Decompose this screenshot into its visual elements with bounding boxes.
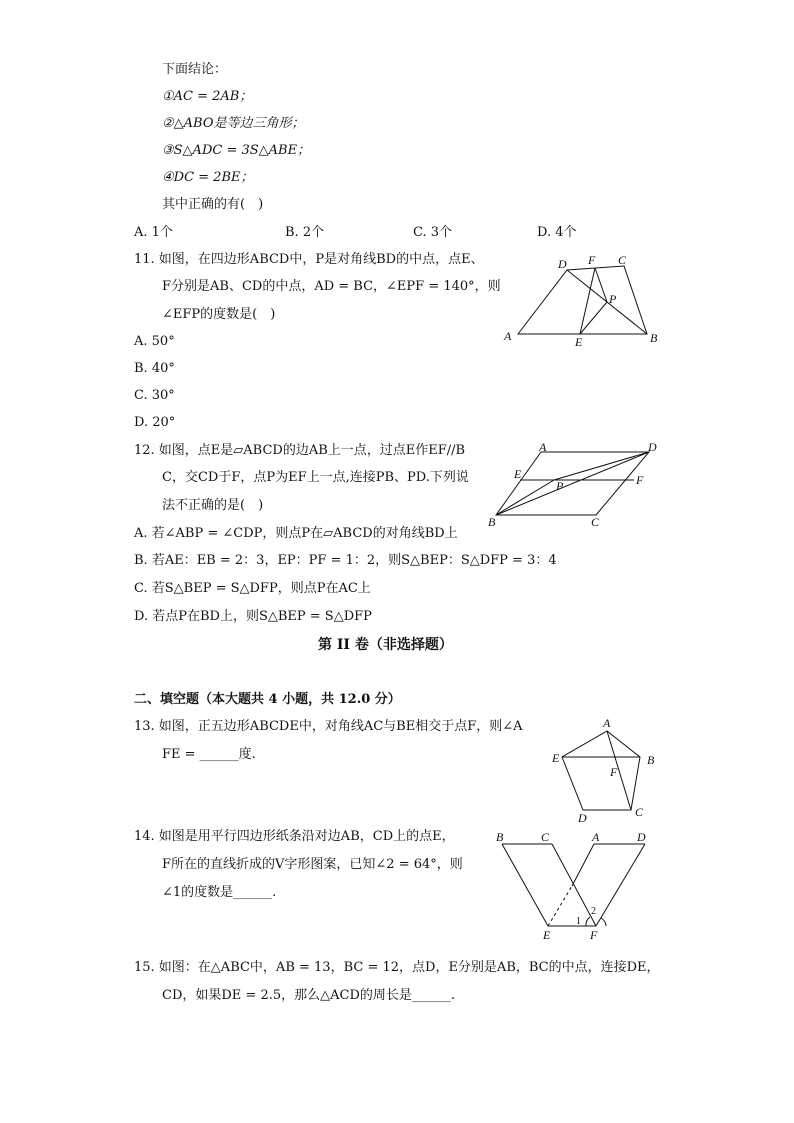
q14-label-d: D [637, 830, 646, 844]
q10-option-d[interactable]: D. 4个 [537, 225, 577, 240]
section2-header: 二、填空题（本大题共 4 小题，共 12.0 分） [134, 692, 401, 707]
q11-stem-line-2: F分别是AB、CD的中点，AD = BC，∠EPF = 140°，则 [162, 279, 501, 294]
q10-conclusion-3: ③S△ADC = 3S△ABE； [162, 143, 311, 158]
q14-label-e: E [543, 928, 551, 942]
q13-label-e: E [552, 751, 560, 765]
q12-option-b[interactable]: B. 若AE：EB = 2：3，EP：PF = 1：2，则S△BEP：S△DFP = 3：4 [134, 553, 557, 568]
q10-option-a[interactable]: A. 1个 [134, 225, 173, 240]
q14-stem-line-1: 14. 如图是用平行四边形纸条沿对边AB，CD上的点E， [134, 829, 455, 844]
q12-label-b: B [488, 515, 496, 529]
q11-option-d[interactable]: D. 20° [134, 415, 176, 430]
q12-stem-line-1: 12. 如图，点E是▱ABCD的边AB上一点，过点E作EF//B [134, 443, 466, 458]
q11-label-p: P [609, 292, 617, 306]
q15-stem-line-1: 15. 如图：在△ABC中，AB = 13，BC = 12，点D，E分别是AB，BC的中点，连接DE， [134, 960, 660, 975]
q12-option-d[interactable]: D. 若点P在BD上，则S△BEP = S△DFP [134, 609, 372, 624]
q10-prompt: 其中正确的有( ) [162, 197, 264, 212]
q10-option-c[interactable]: C. 3个 [413, 225, 453, 240]
q13-label-a: A [603, 716, 611, 730]
q13-figure [550, 716, 660, 826]
q11-option-c[interactable]: C. 30° [134, 388, 175, 403]
q14-label-b: B [496, 830, 504, 844]
q12-label-a: A [539, 440, 547, 454]
q11-stem-line-3: ∠EFP的度数是( ) [162, 307, 276, 322]
q14-stem-line-3: ∠1的度数是______. [162, 885, 277, 900]
q11-label-f: F [588, 253, 596, 267]
q12-option-c[interactable]: C. 若S△BEP = S△DFP，则点P在AC上 [134, 581, 371, 596]
q14-label-f: F [590, 928, 598, 942]
part2-title: 第 II 卷（非选择题） [318, 637, 453, 653]
q13-label-c: C [635, 805, 644, 819]
q11-stem-line-1: 11. 如图，在四边形ABCD中，P是对角线BD的中点，点E、 [134, 252, 484, 267]
q13-label-f: F [610, 765, 618, 779]
q14-angle-2-label: 2 [591, 906, 596, 917]
q12-label-d: D [648, 440, 657, 454]
q13-label-b: B [647, 753, 655, 767]
q15-stem-line-2: CD，如果DE = 2.5，那么△ACD的周长是______. [162, 988, 456, 1003]
q10-conclusion-4: ④DC = 2BE； [162, 170, 254, 185]
q10-conclusion-1: ①AC = 2AB； [162, 89, 253, 104]
q14-stem-line-2: F所在的直线折成的V字形图案，已知∠2 = 64°，则 [162, 857, 463, 872]
q10-intro: 下面结论： [162, 62, 228, 77]
q14-label-a: A [592, 830, 600, 844]
q11-option-b[interactable]: B. 40° [134, 361, 175, 376]
q11-label-d: D [558, 257, 567, 271]
q11-label-e: E [575, 335, 583, 349]
q13-label-d: D [578, 811, 587, 825]
q14-label-c: C [541, 830, 550, 844]
q12-stem-line-3: 法不正确的是( ) [162, 498, 264, 513]
q12-label-e: E [514, 467, 522, 481]
q14-angle-1-label: 1 [576, 916, 581, 927]
q11-label-a: A [504, 329, 512, 343]
q13-stem-line-1: 13. 如图，正五边形ABCDE中，对角线AC与BE相交于点F，则∠A [134, 719, 523, 734]
q14-figure [490, 828, 660, 946]
q12-label-c: C [591, 515, 600, 529]
q11-figure [500, 250, 670, 350]
q12-option-a[interactable]: A. 若∠ABP = ∠CDP，则点P在▱ABCD的对角线BD上 [134, 526, 458, 541]
q11-label-b: B [650, 331, 658, 345]
q13-stem-line-2: FE = ______度. [162, 747, 256, 762]
q12-figure [486, 440, 666, 535]
q11-label-c: C [618, 253, 627, 267]
q12-label-f: F [636, 473, 644, 487]
q12-stem-line-2: C，交CD于F，点P为EF上一点,连接PB、PD.下列说 [162, 470, 469, 485]
q10-conclusion-2: ②△ABO是等边三角形； [162, 116, 305, 131]
q10-option-b[interactable]: B. 2个 [285, 225, 325, 240]
q12-label-p: P [556, 479, 564, 493]
q11-option-a[interactable]: A. 50° [134, 334, 175, 349]
